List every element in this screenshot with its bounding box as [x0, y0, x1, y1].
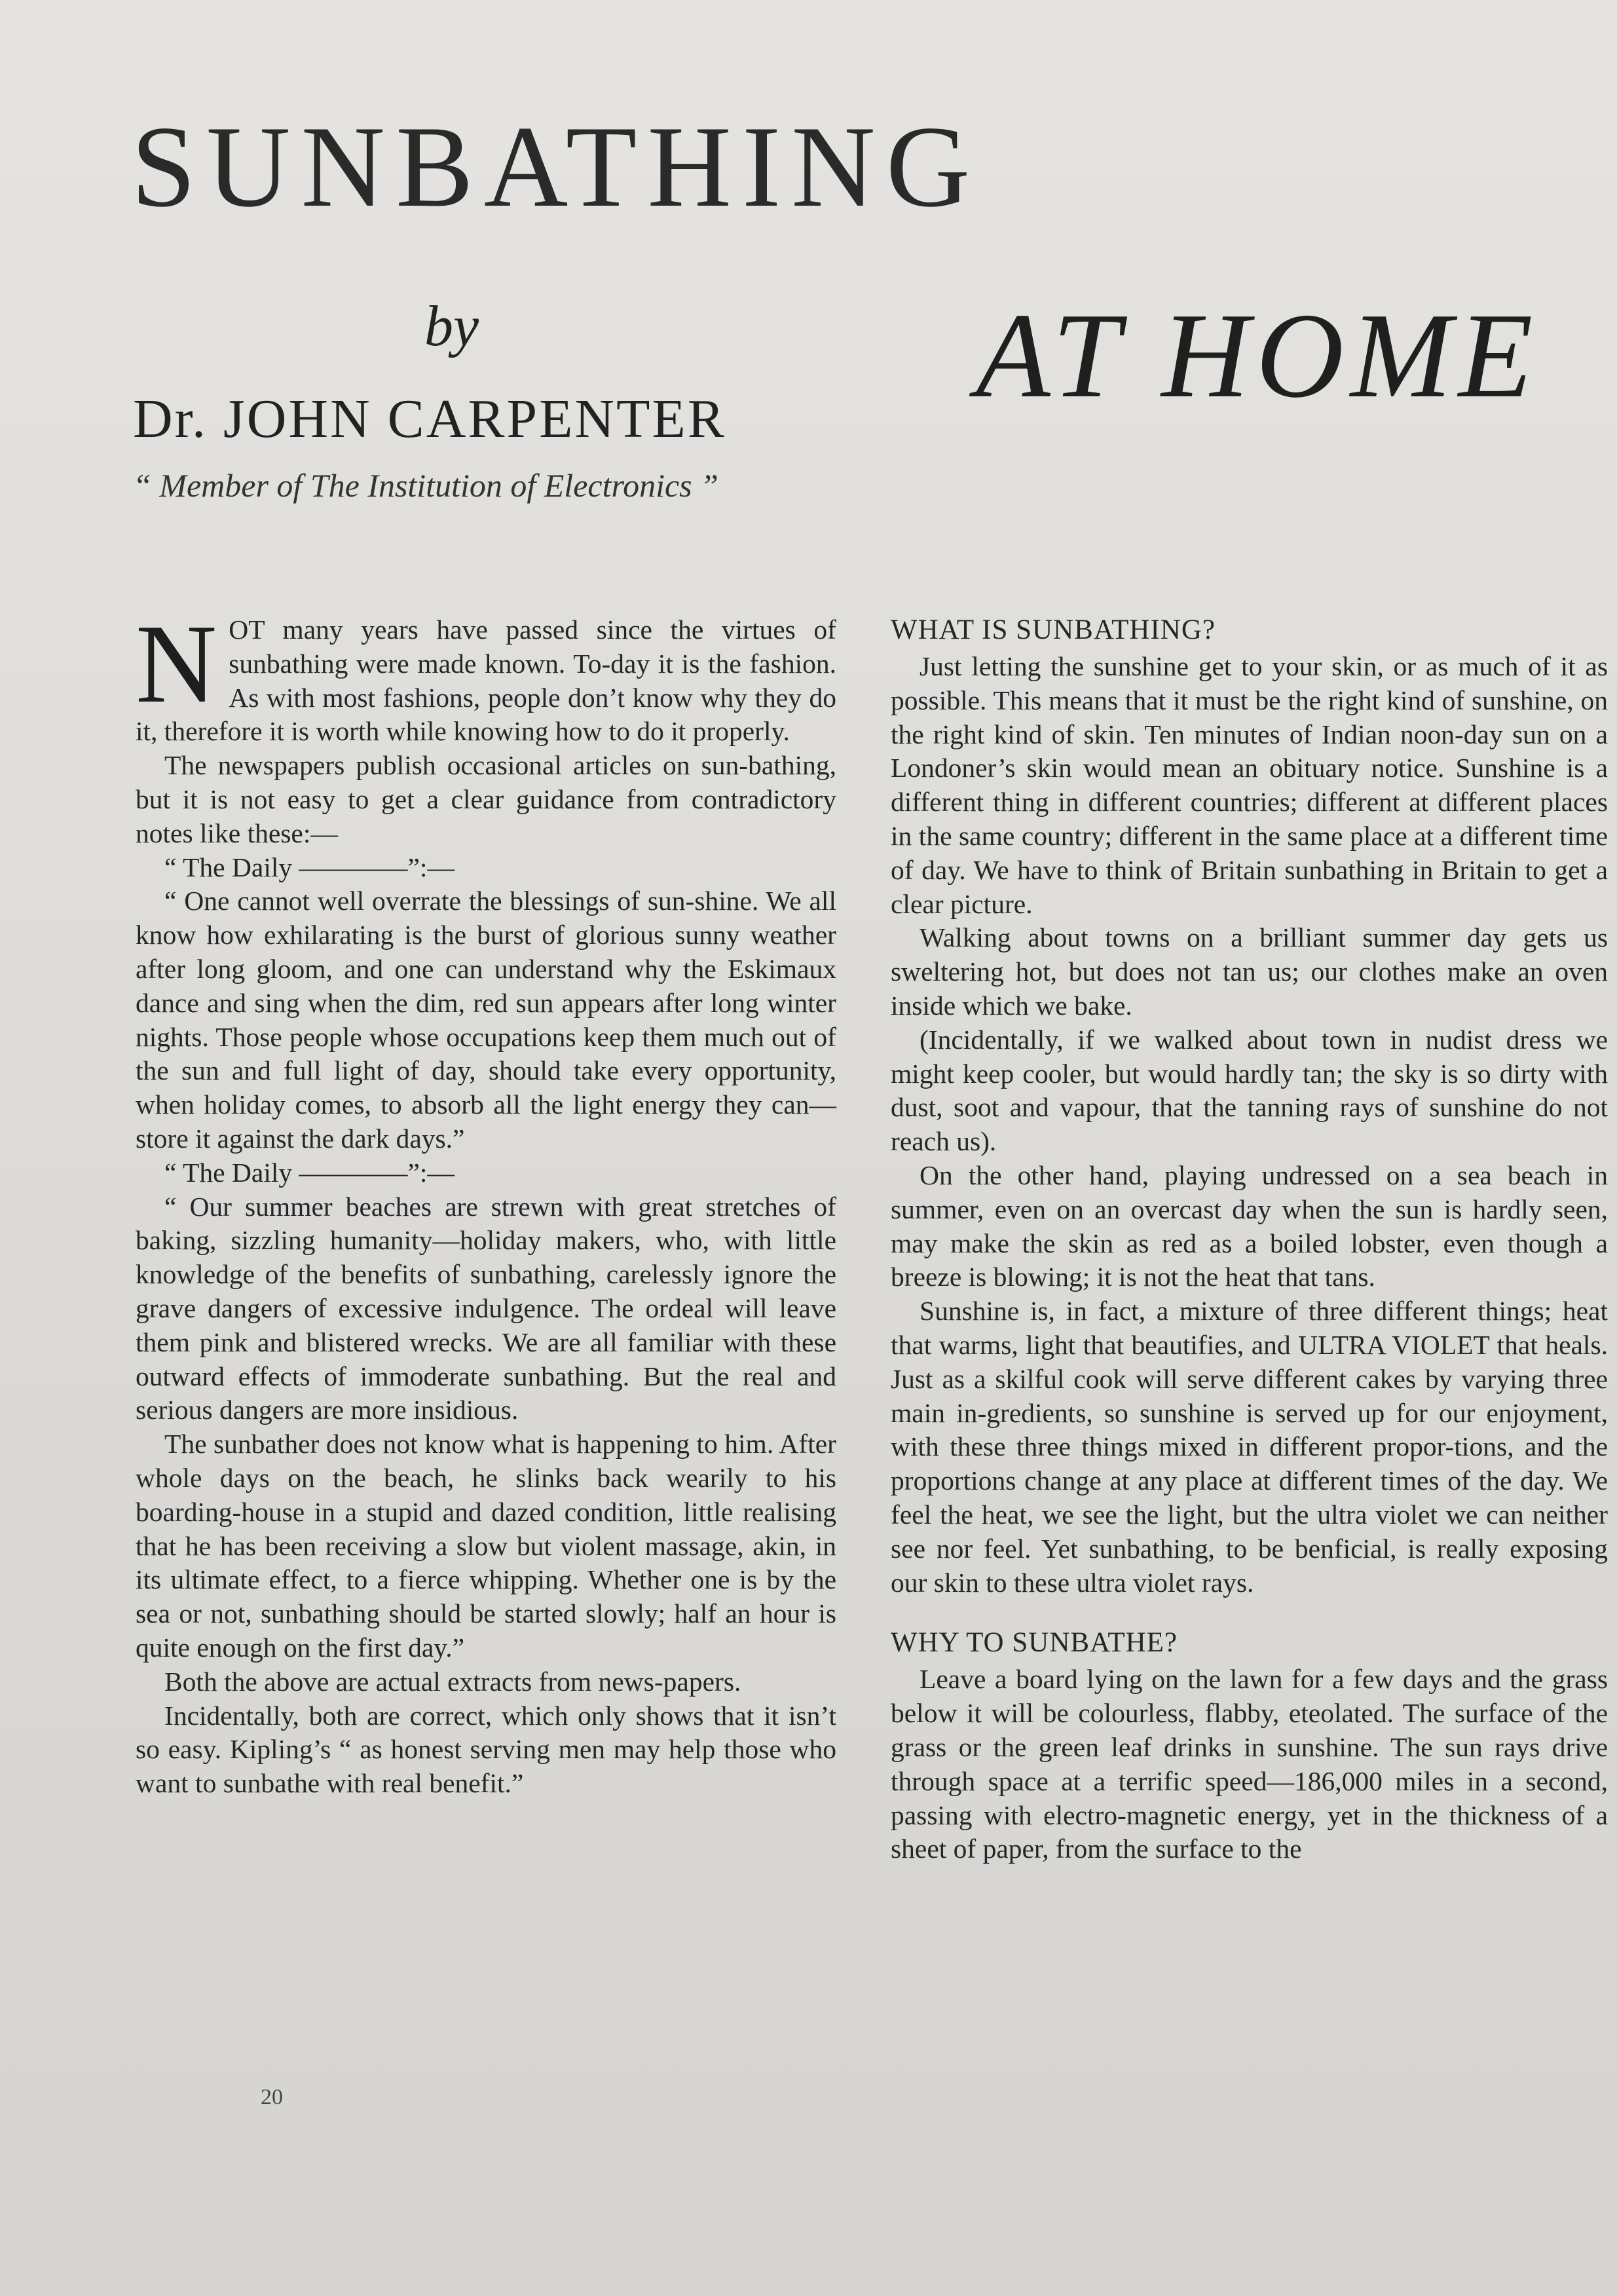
paragraph: The sunbather does not know what is happening to him. After whole days on the beach, he slinks back wearily to his boarding-house in a stupid and dazed condition, little realising that he has been receiving a slow but violent massage, akin, in its ultimate effect, to a fierce whipping. Whether one is by the sea or not, sunbathing should be started slowly; half an hour is quite enough on the first day.” — [136, 1429, 836, 1663]
section-heading: WHAT IS SUNBATHING? — [891, 614, 1216, 645]
author-affiliation: “ Member of The Institution of Electronics ” — [133, 467, 718, 504]
paragraph-text: OT many years have passed since the virtues of sunbathing were made known. To-day it is the fashion. As with most fashions, people don’t know why they do it, therefore it is worth while knowing how to do it properly. — [136, 614, 836, 747]
quote-source: “ The Daily ————”:— — [164, 1157, 455, 1188]
paragraph: “ One cannot well overrate the blessings of sun-shine. We all know how exhilarating is the burst of glorious sunny weather after long gloom, and one can understand why the Eskimaux dance and sing when the dim, red sun appears after long winter nights. Those people whose occupations keep them much out of the sun and full light of day, should take every opportunity, when holiday comes, to absorb all the light energy they can—store it against the dark days.” — [136, 886, 836, 1154]
paragraph: On the other hand, playing undressed on a sea beach in summer, even on an overcast day when the sun is hardly seen, may make the skin as red as a boiled lobster, even though a breeze is blowing; it is not the heat that tans. — [891, 1159, 1608, 1292]
paragraph: Incidentally, both are correct, which only shows that it isn’t so easy. Kipling’s “ as honest serving men may help those who want to sunbathe with real benefit.” — [136, 1700, 836, 1799]
page-number: 20 — [261, 2085, 283, 2109]
byline: by — [424, 295, 479, 358]
paragraph: Both the above are actual extracts from news-papers. — [164, 1666, 741, 1697]
paragraph: The newspapers publish occasional articles on sun-bathing, but it is not easy to get a clear guidance from contradictory notes like these:— — [136, 750, 836, 848]
section-heading: WHY TO SUNBATHE? — [891, 1627, 1178, 1659]
drop-cap: N — [136, 602, 217, 726]
paragraph: Walking about towns on a brilliant summer day gets us sweltering hot, but does not tan us; our clothes make an oven inside which we bake. — [891, 922, 1608, 1021]
paragraph: “ Our summer beaches are strewn with great stretches of baking, sizzling humanity—holiday makers, who, with little knowledge of the benefits of sunbathing, carelessly ignore the grave dangers of excessive indulgence. The ordeal will leave them pink and blistered wrecks. We are all familiar with these outward effects of immoderate sunbathing. But the real and serious dangers are more insidious. — [136, 1191, 836, 1425]
paragraph: Leave a board lying on the lawn for a few days and the grass below it will be colourless, flabby, eteolated. The surface of the grass or the green leaf drinks in sunshine. The sun rays drive through space at a terrific speed—186,000 miles in a second, passing with electro-magnetic energy, yet in the thickness of a sheet of paper, from the surface to the — [891, 1664, 1608, 1864]
right-column — [891, 613, 1608, 1866]
paragraph — [136, 602, 836, 749]
paragraph: (Incidentally, if we walked about town in nudist dress we might keep cooler, but would hardly tan; the sky is so dirty with dust, soot and vapour, that the tanning rays of sunshine do not reach us). — [891, 1024, 1608, 1157]
author-name: Dr. JOHN CARPENTER — [133, 388, 726, 449]
paragraph: Sunshine is, in fact, a mixture of three different things; heat that warms, light that beautifies, and ULTRA VIOLET that heals. Just as a skilful cook will serve different cakes by varying three main in-gredients, so sunshine is served up for our enjoyment, with these three things mixed in different propor-tions, and the proportions change at any place at different times of the day. We feel the heat, we see the light, but the ultra violet we can neither see nor feel. Yet sunbathing, to be benficial, is really exposing our skin to these ultra violet rays. — [891, 1296, 1608, 1598]
article-title: SUNBATHING — [131, 102, 981, 231]
left-column — [136, 602, 836, 1801]
paragraph: Just letting the sunshine get to your skin, or as much of it as possible. This means that it must be the right kind of sunshine, on the right kind of skin. Ten minutes of Indian noon-day sun on a Londoner’s skin would mean an obituary notice. Sunshine is a different thing in different countries; different at different places in the same country; different in the same place at a different time of day. We have to think of Britain sunbathing in Britain to get a clear picture. — [891, 651, 1608, 919]
quote-source: “ The Daily ————”:— — [164, 852, 455, 882]
article-subtitle: AT HOME — [976, 288, 1540, 423]
